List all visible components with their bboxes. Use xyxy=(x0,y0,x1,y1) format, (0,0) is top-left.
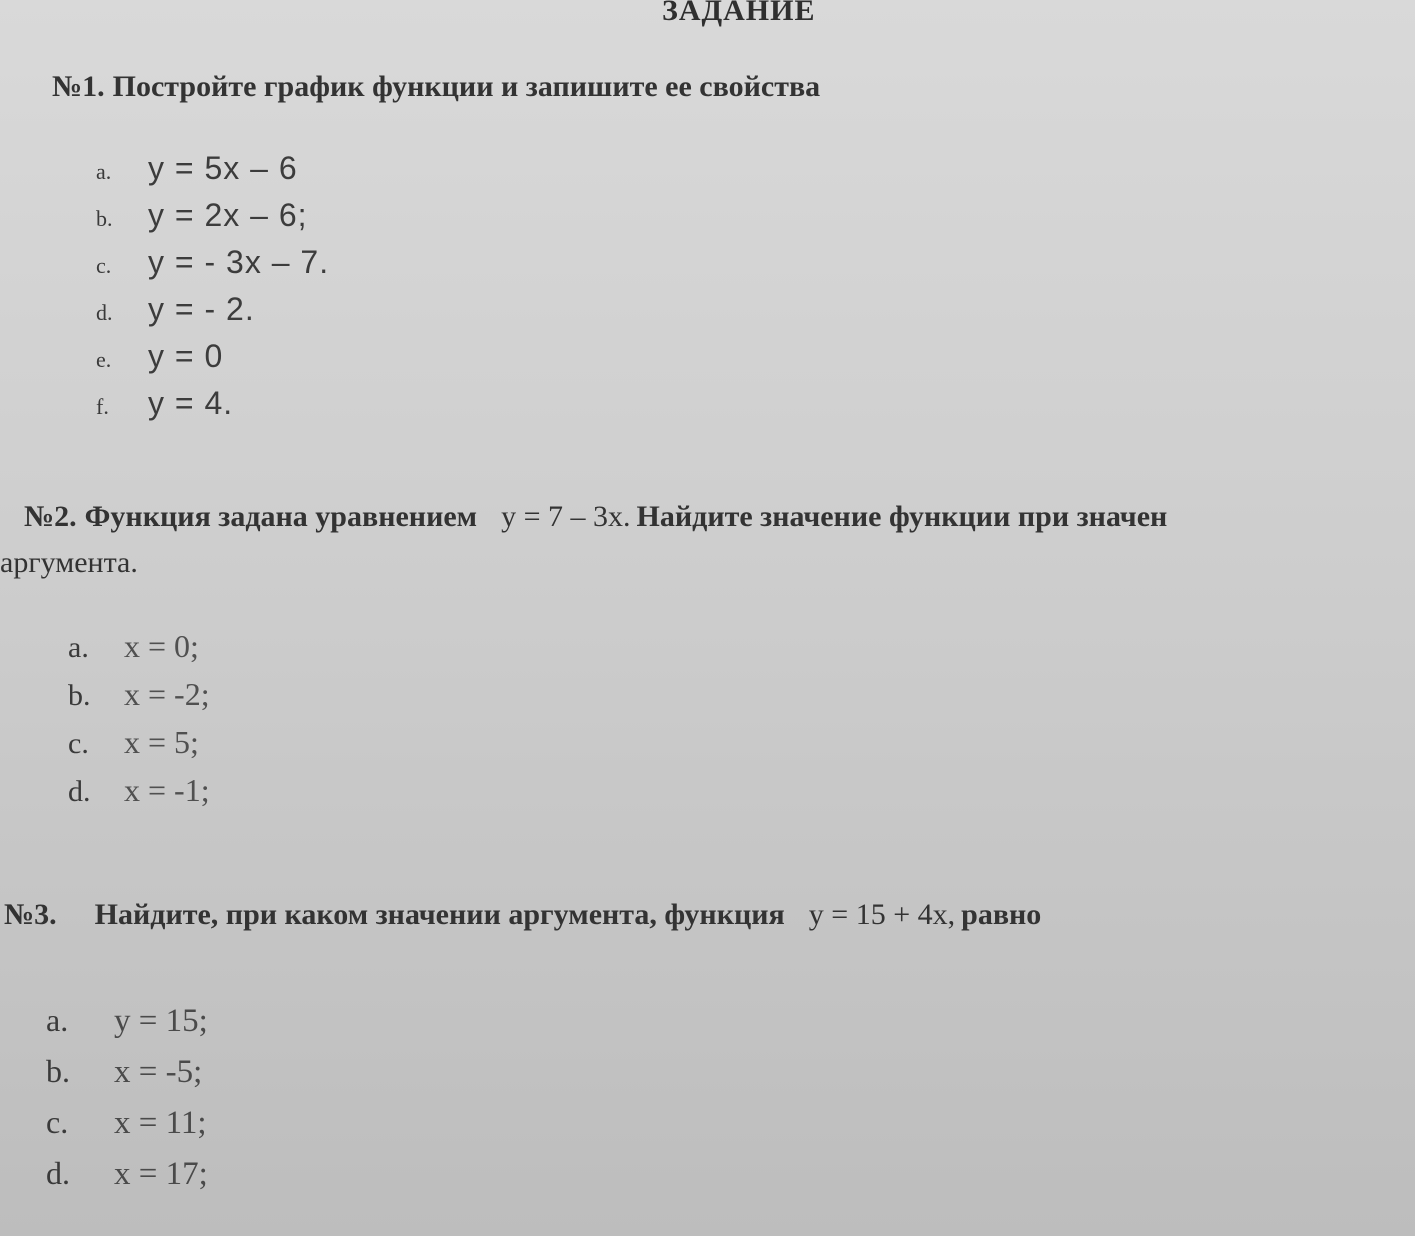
list-item xyxy=(68,772,210,820)
task2-number: №2. xyxy=(24,500,77,533)
item-marker: d. xyxy=(96,300,113,325)
item-expression: y = - 2. xyxy=(148,291,255,327)
item-marker: c. xyxy=(68,727,89,760)
item-expression: y = 0 xyxy=(148,338,224,374)
list-item xyxy=(68,724,210,772)
worksheet-title: ЗАДАНИЕ xyxy=(662,0,816,27)
item-marker: b. xyxy=(96,206,113,231)
item-marker: c. xyxy=(96,253,112,278)
task1-heading xyxy=(52,70,820,104)
item-marker: a. xyxy=(96,159,112,184)
item-expression: y = - 3x – 7. xyxy=(148,244,330,280)
item-expression: x = -1; xyxy=(124,772,210,808)
task2-formula: y = 7 – 3x. xyxy=(501,500,631,533)
task3-number: №3. xyxy=(4,898,57,931)
task1-number: №1. xyxy=(52,70,105,103)
item-marker: b. xyxy=(46,1053,70,1089)
item-expression: x = 0; xyxy=(124,628,199,664)
task2-continuation: аргумента. xyxy=(0,546,138,579)
list-item xyxy=(46,1155,208,1206)
list-item xyxy=(46,1104,208,1155)
item-expression: y = 5x – 6 xyxy=(148,150,298,186)
item-marker: d. xyxy=(46,1155,70,1191)
task3-heading xyxy=(4,898,1041,932)
list-item xyxy=(46,1053,208,1104)
task2-list xyxy=(68,628,210,820)
item-marker: a. xyxy=(46,1002,69,1038)
task1-list xyxy=(96,150,329,432)
item-expression: x = 5; xyxy=(124,724,199,760)
task3-text-after: равно xyxy=(961,898,1042,931)
list-item xyxy=(96,150,329,197)
task2-text-before: Функция задана уравнением xyxy=(84,500,478,533)
list-item xyxy=(96,244,329,291)
item-expression: y = 15; xyxy=(114,1003,208,1039)
item-expression: x = 11; xyxy=(114,1105,207,1141)
item-expression: y = 2x – 6; xyxy=(148,197,308,233)
item-expression: x = 17; xyxy=(114,1156,208,1192)
item-expression: x = -5; xyxy=(114,1054,203,1090)
item-marker: b. xyxy=(68,679,91,712)
task3-text-before: Найдите, при каком значении аргумента, функция xyxy=(94,898,785,931)
list-item xyxy=(96,291,329,338)
item-marker: c. xyxy=(46,1104,69,1140)
task3-list xyxy=(46,1002,208,1206)
task2-text-after: Найдите значение функции при значен xyxy=(636,500,1168,533)
list-item xyxy=(46,1002,208,1053)
item-marker: f. xyxy=(96,394,109,419)
list-item xyxy=(96,197,329,244)
task2-heading xyxy=(24,500,1167,534)
list-item xyxy=(96,385,329,432)
list-item xyxy=(96,338,329,385)
list-item xyxy=(68,628,210,676)
task3-formula: y = 15 + 4x, xyxy=(808,898,956,931)
item-expression: x = -2; xyxy=(124,676,210,712)
item-marker: a. xyxy=(68,631,89,664)
item-marker: d. xyxy=(68,775,91,808)
item-expression: y = 4. xyxy=(148,385,234,421)
item-marker: e. xyxy=(96,347,112,372)
task1-text: Постройте график функции и запишите ее свойства xyxy=(112,70,821,103)
list-item xyxy=(68,676,210,724)
